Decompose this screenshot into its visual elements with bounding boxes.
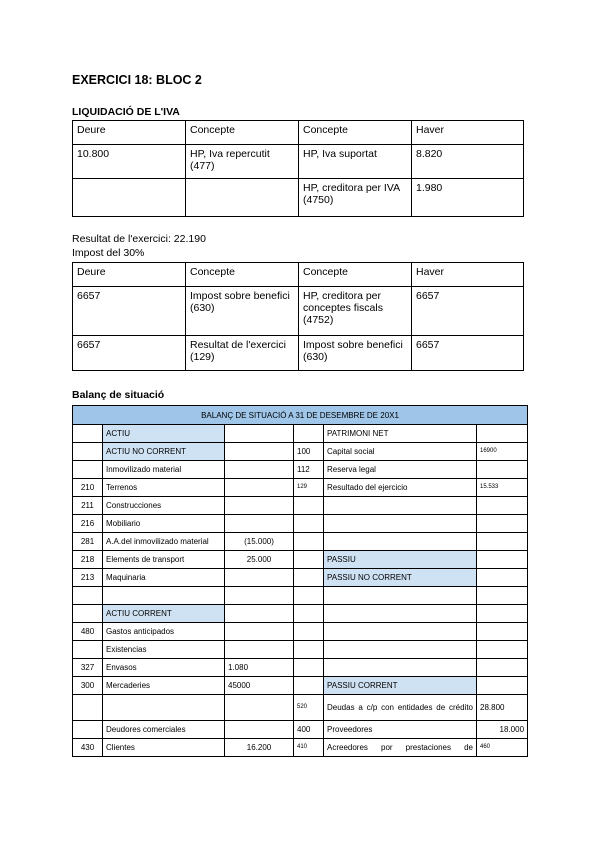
balance-table-title: BALANÇ DE SITUACIÓ A 31 DE DESEMBRE DE 20X1 bbox=[73, 406, 528, 425]
liability-amount-cell: 28.800 bbox=[477, 695, 528, 721]
cell: 8.820 bbox=[412, 145, 524, 179]
cell: 6657 bbox=[73, 287, 186, 336]
liability-amount-cell bbox=[477, 515, 528, 533]
cell: HP, creditora per IVA (4750) bbox=[299, 179, 412, 217]
asset-amount-cell: 25.000 bbox=[225, 551, 294, 569]
tax-rate-line: Impost del 30% bbox=[72, 247, 145, 259]
liability-concept-cell bbox=[324, 623, 477, 641]
asset-concept-cell: Existencias bbox=[103, 641, 225, 659]
asset-concept-cell: Gastos anticipados bbox=[103, 623, 225, 641]
asset-amount-cell bbox=[225, 721, 294, 739]
asset-concept-cell bbox=[103, 587, 225, 605]
table-row bbox=[73, 659, 528, 677]
table-row bbox=[73, 515, 528, 533]
account-code-cell: 480 bbox=[73, 623, 103, 641]
asset-amount-cell bbox=[225, 641, 294, 659]
asset-concept-cell: Elements de transport bbox=[103, 551, 225, 569]
account-code-cell bbox=[73, 605, 103, 623]
liability-concept-cell: Capital social bbox=[324, 443, 477, 461]
asset-concept-cell: Maquinaria bbox=[103, 569, 225, 587]
liability-amount-cell: 18.000 bbox=[477, 721, 528, 739]
asset-amount-cell bbox=[225, 443, 294, 461]
liability-concept-cell: Reserva legal bbox=[324, 461, 477, 479]
liability-amount-cell bbox=[477, 641, 528, 659]
asset-amount-cell bbox=[225, 497, 294, 515]
account-code-cell: 129 bbox=[294, 479, 324, 497]
liability-amount-cell bbox=[477, 659, 528, 677]
liability-amount-cell bbox=[477, 425, 528, 443]
account-code-cell: 100 bbox=[294, 443, 324, 461]
account-code-cell bbox=[294, 425, 324, 443]
asset-amount-cell bbox=[225, 461, 294, 479]
liability-concept-cell: Acreedores por prestaciones de bbox=[324, 739, 477, 757]
account-code-cell bbox=[294, 587, 324, 605]
table-row bbox=[73, 287, 524, 336]
asset-concept-cell: Inmovilizado material bbox=[103, 461, 225, 479]
table-row bbox=[73, 605, 528, 623]
liability-amount-cell bbox=[477, 461, 528, 479]
asset-concept-cell: Mobiliario bbox=[103, 515, 225, 533]
liability-concept-cell bbox=[324, 587, 477, 605]
liability-amount-cell: 16900 bbox=[477, 443, 528, 461]
cell: 6657 bbox=[412, 336, 524, 371]
account-code-cell: 327 bbox=[73, 659, 103, 677]
liability-amount-cell bbox=[477, 605, 528, 623]
account-code-cell bbox=[294, 497, 324, 515]
account-code-cell: 410 bbox=[294, 739, 324, 757]
table-row bbox=[73, 425, 528, 443]
header-deure: Deure bbox=[73, 121, 186, 145]
balance-heading: Balanç de situació bbox=[72, 389, 165, 401]
liability-amount-cell bbox=[477, 587, 528, 605]
account-code-cell: 300 bbox=[73, 677, 103, 695]
asset-amount-cell bbox=[225, 569, 294, 587]
asset-concept-cell: ACTIU bbox=[103, 425, 225, 443]
iva-table bbox=[72, 120, 524, 217]
liability-amount-cell bbox=[477, 677, 528, 695]
account-code-cell bbox=[294, 623, 324, 641]
account-code-cell bbox=[294, 515, 324, 533]
table-row bbox=[73, 533, 528, 551]
asset-concept-cell: ACTIU CORRENT bbox=[103, 605, 225, 623]
asset-concept-cell: A.A.del inmovilizado material bbox=[103, 533, 225, 551]
account-code-cell bbox=[294, 659, 324, 677]
liability-amount-cell: 15.533 bbox=[477, 479, 528, 497]
table-row bbox=[73, 739, 528, 757]
liability-concept-cell: PASSIU CORRENT bbox=[324, 677, 477, 695]
asset-amount-cell bbox=[225, 425, 294, 443]
page-title: EXERCICI 18: BLOC 2 bbox=[72, 73, 202, 87]
account-code-cell: 211 bbox=[73, 497, 103, 515]
account-code-cell bbox=[294, 641, 324, 659]
account-code-cell: 520 bbox=[294, 695, 324, 721]
asset-amount-cell: 45000 bbox=[225, 677, 294, 695]
cell: Impost sobre benefici (630) bbox=[186, 287, 299, 336]
account-code-cell: 400 bbox=[294, 721, 324, 739]
asset-concept-cell: Envasos bbox=[103, 659, 225, 677]
cell bbox=[73, 179, 186, 217]
liability-concept-cell: Proveedores bbox=[324, 721, 477, 739]
liability-concept-cell: Deudas a c/p con entidades de crédito bbox=[324, 695, 477, 721]
account-code-cell bbox=[73, 461, 103, 479]
liability-concept-cell bbox=[324, 659, 477, 677]
impost-header-row bbox=[73, 263, 524, 287]
account-code-cell: 430 bbox=[73, 739, 103, 757]
header-concepte: Concepte bbox=[299, 121, 412, 145]
liability-concept-cell: PASSIU bbox=[324, 551, 477, 569]
balance-title-row bbox=[73, 406, 528, 425]
account-code-cell bbox=[73, 425, 103, 443]
header-concepte: Concepte bbox=[186, 263, 299, 287]
table-row bbox=[73, 497, 528, 515]
liability-amount-cell bbox=[477, 551, 528, 569]
table-row bbox=[73, 145, 524, 179]
table-row bbox=[73, 551, 528, 569]
cell: 6657 bbox=[412, 287, 524, 336]
account-code-cell: 112 bbox=[294, 461, 324, 479]
liability-concept-cell bbox=[324, 533, 477, 551]
header-haver: Haver bbox=[412, 121, 524, 145]
table-row bbox=[73, 569, 528, 587]
account-code-cell: 218 bbox=[73, 551, 103, 569]
table-row bbox=[73, 179, 524, 217]
asset-concept-cell: Terrenos bbox=[103, 479, 225, 497]
liability-concept-cell bbox=[324, 497, 477, 515]
cell bbox=[186, 179, 299, 217]
asset-amount-cell bbox=[225, 605, 294, 623]
liability-concept-cell bbox=[324, 605, 477, 623]
asset-concept-cell bbox=[103, 695, 225, 721]
cell: 1.980 bbox=[412, 179, 524, 217]
account-code-cell bbox=[73, 641, 103, 659]
table-row bbox=[73, 641, 528, 659]
account-code-cell bbox=[73, 721, 103, 739]
cell: Resultat de l'exercici (129) bbox=[186, 336, 299, 371]
table-row bbox=[73, 587, 528, 605]
account-code-cell bbox=[73, 443, 103, 461]
account-code-cell: 213 bbox=[73, 569, 103, 587]
asset-concept-cell: Mercaderies bbox=[103, 677, 225, 695]
cell: Impost sobre benefici (630) bbox=[299, 336, 412, 371]
asset-amount-cell: (15.000) bbox=[225, 533, 294, 551]
cell: HP, Iva repercutit (477) bbox=[186, 145, 299, 179]
liability-amount-cell bbox=[477, 623, 528, 641]
table-row bbox=[73, 677, 528, 695]
account-code-cell: 216 bbox=[73, 515, 103, 533]
asset-concept-cell: Clientes bbox=[103, 739, 225, 757]
asset-amount-cell bbox=[225, 695, 294, 721]
result-line: Resultat de l'exercici: 22.190 bbox=[72, 233, 206, 245]
asset-amount-cell bbox=[225, 515, 294, 533]
asset-amount-cell: 16.200 bbox=[225, 739, 294, 757]
cell: HP, creditora per conceptes fiscals (4752) bbox=[299, 287, 412, 336]
table-row bbox=[73, 623, 528, 641]
asset-concept-cell: Deudores comerciales bbox=[103, 721, 225, 739]
cell: 6657 bbox=[73, 336, 186, 371]
account-code-cell bbox=[294, 677, 324, 695]
table-row bbox=[73, 336, 524, 371]
asset-amount-cell bbox=[225, 479, 294, 497]
liability-amount-cell: 460 bbox=[477, 739, 528, 757]
liability-concept-cell bbox=[324, 641, 477, 659]
liability-amount-cell bbox=[477, 569, 528, 587]
asset-amount-cell: 1.080 bbox=[225, 659, 294, 677]
liability-amount-cell bbox=[477, 497, 528, 515]
table-row bbox=[73, 461, 528, 479]
table-row bbox=[73, 695, 528, 721]
liability-amount-cell bbox=[477, 533, 528, 551]
header-deure: Deure bbox=[73, 263, 186, 287]
header-haver: Haver bbox=[412, 263, 524, 287]
cell: 10.800 bbox=[73, 145, 186, 179]
liability-concept-cell: PASSIU NO CORRENT bbox=[324, 569, 477, 587]
asset-concept-cell: ACTIU NO CORRENT bbox=[103, 443, 225, 461]
account-code-cell bbox=[294, 569, 324, 587]
account-code-cell bbox=[73, 587, 103, 605]
account-code-cell bbox=[294, 605, 324, 623]
account-code-cell bbox=[73, 695, 103, 721]
iva-heading: LIQUIDACIÓ DE L'IVA bbox=[72, 106, 180, 118]
asset-amount-cell bbox=[225, 587, 294, 605]
liability-concept-cell: PATRIMONI NET bbox=[324, 425, 477, 443]
header-concepte: Concepte bbox=[299, 263, 412, 287]
table-row bbox=[73, 443, 528, 461]
account-code-cell: 281 bbox=[73, 533, 103, 551]
header-concepte: Concepte bbox=[186, 121, 299, 145]
liability-concept-cell: Resultado del ejercicio bbox=[324, 479, 477, 497]
account-code-cell: 210 bbox=[73, 479, 103, 497]
account-code-cell bbox=[294, 533, 324, 551]
iva-header-row bbox=[73, 121, 524, 145]
liability-concept-cell bbox=[324, 515, 477, 533]
asset-amount-cell bbox=[225, 623, 294, 641]
account-code-cell bbox=[294, 551, 324, 569]
table-row bbox=[73, 479, 528, 497]
balance-table bbox=[72, 405, 528, 757]
table-row bbox=[73, 721, 528, 739]
cell: HP, Iva suportat bbox=[299, 145, 412, 179]
asset-concept-cell: Construcciones bbox=[103, 497, 225, 515]
impost-table bbox=[72, 262, 524, 371]
